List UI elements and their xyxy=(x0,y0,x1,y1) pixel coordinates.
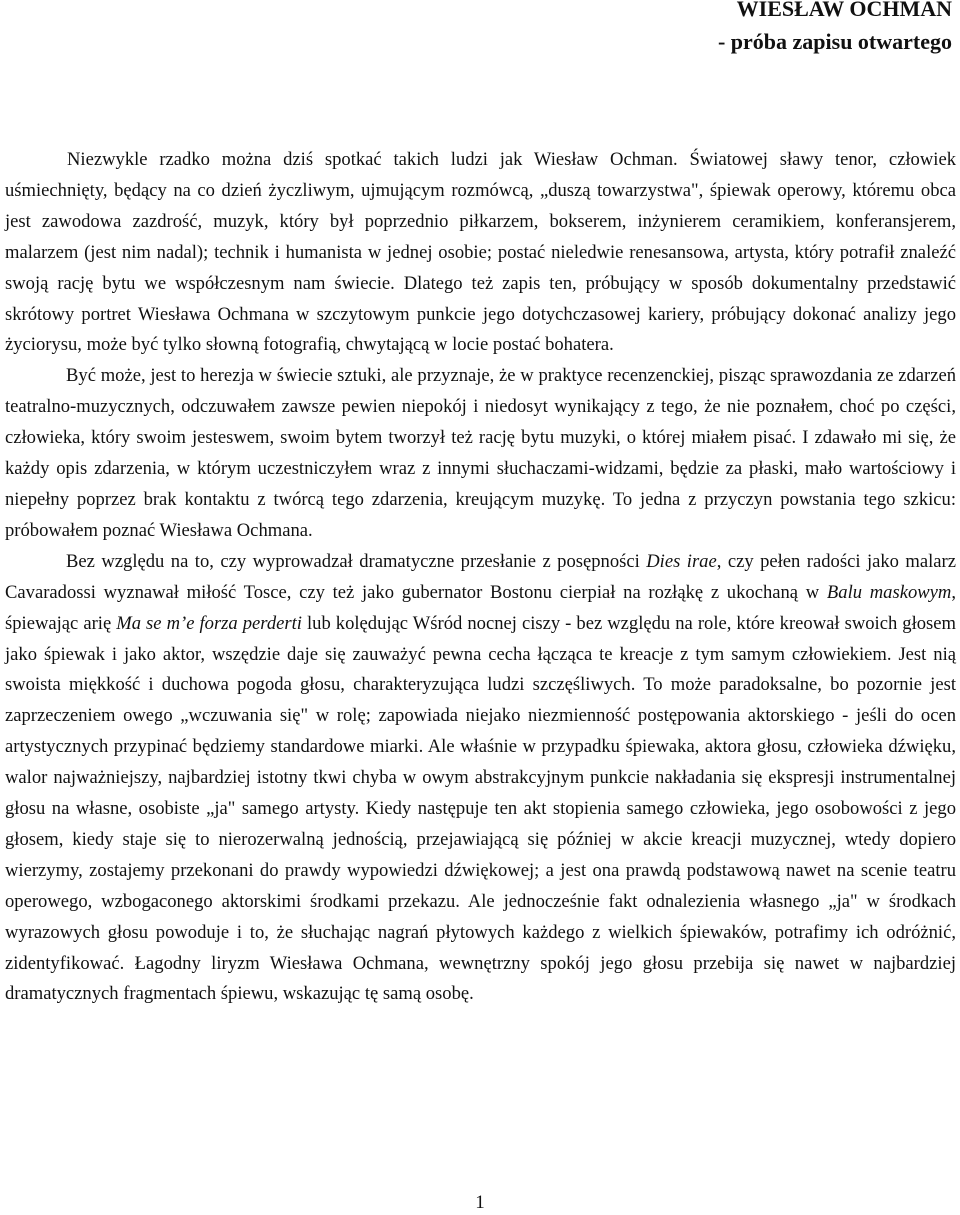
text-run: lub kolędując Wśród nocnej ciszy - bez względu na role, które kreował swoich głosem jako śpiewak i jako aktor, wszędzie daje się zauważyć pewna cecha łącząca te kreacje z tym samym człowiekiem. Jest nią swoista miękkość i duchowa pogoda głosu, charakteryzująca ludzi szczęśliwych. To może paradoksalne, bo pozornie jest zaprzeczeniem owego „wczuwania się" w rolę; zapowiada niejako niezmienność postępowania aktorskiego - jeśli do ocen artystycznych przypinać będziemy standardowe miarki. Ale właśnie w przypadku śpiewaka, aktora głosu, człowieka dźwięku, walor najważniejszy, najbardziej istotny tkwi chyba w owym abstrakcyjnym punkcie nakładania się ekspresji instrumentalnej głosu na własne, osobiste „ja" samego artysty. Kiedy następuje ten akt stopienia samego człowieka, jego osobowości z jego głosem, kiedy staje się to nierozerwalną jednością, przejawiającą się później w akcie kreacji muzycznej, wtedy dopiero wierzymy, zostajemy przekonani do prawdy wypowiedzi dźwiękowej; a jest ona prawdą podstawową nawet na scenie teatru operowego, wzbogaconego aktorskimi środkami przekazu. Ale jednocześnie fakt odnalezienia własnego „ja" w środkach wyrazowych głosu powoduje i to, że słuchając nagrań płytowych każdego z wielkich śpiewaków, potrafimy ich odróżnić, zidentyfikować. Łagodny liryzm Wiesława Ochmana, wewnętrzny spokój jego głosu przebija się nawet w najbardziej dramatycznych fragmentach śpiewu, wskazując tę samą osobę. xyxy=(5,612,956,1005)
italic-title: Dies irae xyxy=(646,550,717,572)
text-run: Bez względu na to, czy wyprowadzał dramatyczne przesłanie z posępności xyxy=(66,550,647,572)
document-title: WIESŁAW OCHMAN xyxy=(736,0,952,21)
text-run: Być może, jest to herezja w świecie sztuki, ale przyznaje, że w praktyce recenzenckiej, pisząc sprawozdania ze zdarzeń teatralno-muzycznych, odczuwałem zawsze pewien niepokój i niedosyt wynikający z tego, że nie poznałem, choć po części, człowieka, który swoim jesteswem, swoim bytem tworzył też rację bytu muzyki, o której miałem pisać. I zdawało mi się, że każdy opis zdarzenia, w którym uczestniczyłem wraz z innymi słuchaczami-widzami, będzie za płaski, mało wartościowy i niepełny poprzez brak kontaktu z twórcą tego zdarzenia, kreującym muzykę. To jedna z przyczyn powstania tego szkicu: próbowałem poznać Wiesława Ochmana. xyxy=(5,365,956,541)
paragraph xyxy=(5,145,956,361)
document-subtitle: - próba zapisu otwartego xyxy=(717,29,952,54)
paragraph xyxy=(5,361,956,546)
italic-title: Ma se m’e forza perderti xyxy=(116,612,302,634)
document-header xyxy=(718,0,952,58)
page-number: 1 xyxy=(475,1192,485,1213)
italic-title: Balu maskowym xyxy=(826,581,952,603)
text-run: , czy pełen radości jako malarz Cavaradossi wyznawał miłość Tosce, czy też jako gubernator Bostonu cierpiał na rozłąkę z ukochaną w xyxy=(5,550,956,603)
paragraph xyxy=(5,547,956,1011)
body-text xyxy=(5,145,956,1010)
text-run: , śpiewając arię xyxy=(5,581,957,634)
text-run: Niezwykle rzadko można dziś spotkać takich ludzi jak Wiesław Ochman. Światowej sławy tenor, człowiek uśmiechnięty, będący na co dzień życzliwym, ujmującym rozmówcą, „duszą towarzystwa", śpiewak operowy, któremu obca jest zawodowa zazdrość, muzyk, który był poprzednio piłkarzem, bokserem, inżynierem ceramikiem, konferansjerem, malarzem (jest nim nadal); technik i humanista w jednej osobie; postać nieledwie renesansowa, artysta, który potrafił znaleźć swoją rację bytu we współczesnym nam świecie. Dlatego też zapis ten, próbujący w sposób dokumentalny przedstawić skrótowy portret Wiesława Ochmana w szczytowym punkcie jego dotychczasowej kariery, próbujący dokonać analizy jego życiorysu, może być tylko słowną fotografią, chwytającą w locie postać bohatera. xyxy=(5,149,956,356)
